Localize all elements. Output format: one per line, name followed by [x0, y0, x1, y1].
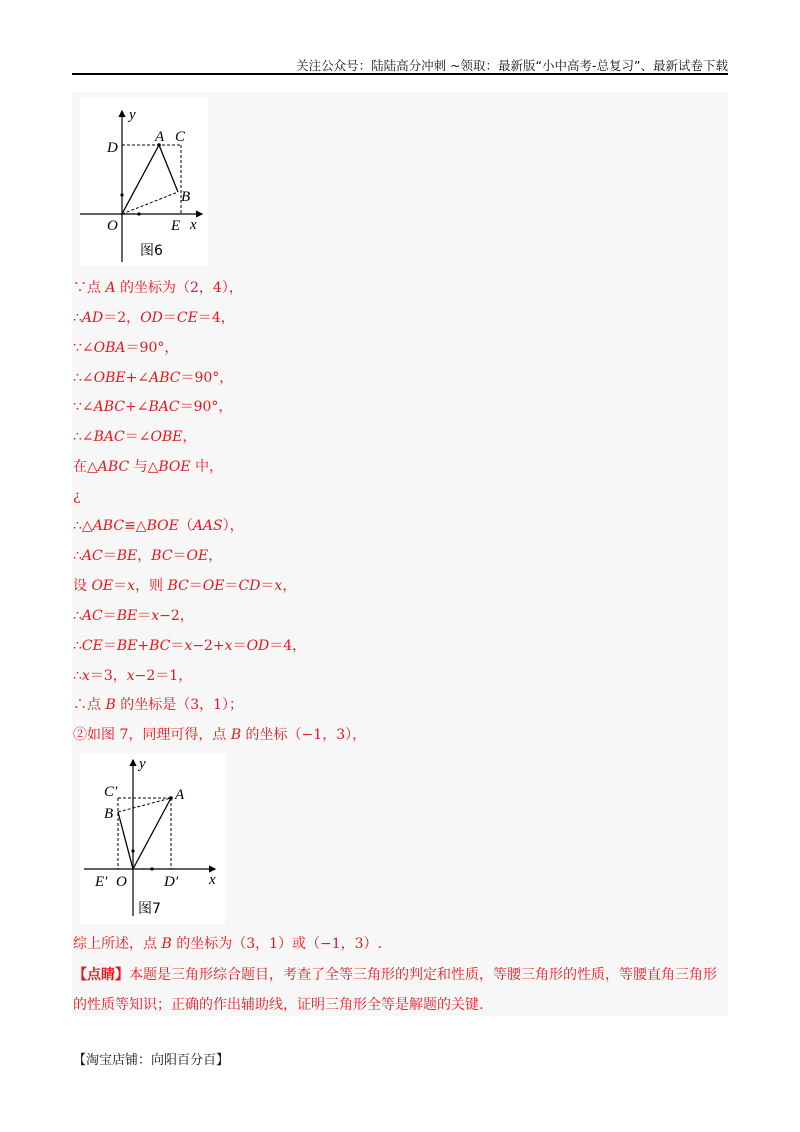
solution-line: ∴△ABC≌△BOE（AAS），: [73, 518, 244, 534]
point-on-x: [150, 867, 153, 870]
tip-tag: 【点睛】: [73, 967, 129, 983]
segment-oa: [122, 145, 159, 214]
label-d-prime: D′: [164, 874, 179, 890]
label-x: x: [190, 217, 197, 233]
label-a: A: [155, 129, 165, 145]
label-d: D: [107, 140, 118, 156]
solution-line: ②如图 7，同理可得，点 B 的坐标（−1，3），: [73, 727, 367, 743]
figure-7-diagram: [80, 754, 225, 924]
tip-paragraph: [73, 960, 728, 1020]
label-b: B: [181, 189, 191, 205]
solution-line: 设 OE＝x，则 BC＝OE＝CD＝x，: [73, 578, 297, 594]
figure-7: [80, 754, 225, 924]
label-y: y: [139, 756, 146, 772]
label-c-prime: C′: [104, 784, 118, 800]
solution-line: 在△ABC 与△BOE 中，: [73, 459, 224, 475]
point-on-y: [131, 849, 134, 852]
segment-oa: [133, 798, 171, 869]
solution-line: ∴AC＝BE＝x−2，: [73, 608, 194, 624]
figure-7-caption: 图7: [138, 901, 161, 917]
header-rule: [72, 73, 728, 75]
label-y: y: [129, 107, 136, 123]
label-a: A: [175, 787, 185, 803]
page-header: 关注公众号：陆陆高分冲刺 ~领取：最新版“小中高考-总复习”、最新试卷下载: [296, 58, 728, 73]
tip-text: 本题是三角形综合题目，考查了全等三角形的判定和性质，等腰三角形的性质，等腰直角三角形的性质等知识；正确的作出辅助线，证明三角形全等是解题的关键.: [73, 967, 717, 1013]
solution-line: ∴AC＝BE，BC＝OE，: [73, 548, 223, 564]
segment-ab: [159, 145, 178, 192]
figure-6-caption: 图6: [140, 243, 163, 259]
label-o: O: [116, 874, 127, 890]
segment-bo: [118, 812, 133, 869]
label-o: O: [107, 218, 118, 234]
figure-6-diagram: [80, 97, 208, 265]
solution-line: ∵∠ABC+∠BAC＝90°，: [73, 399, 233, 415]
label-e: E: [171, 218, 181, 234]
solution-line: ∴∠BAC＝∠OBE，: [73, 429, 197, 445]
solution-line: ∴点 B 的坐标是（3，1）；: [73, 697, 244, 713]
label-e-prime: E′: [95, 874, 108, 890]
label-c: C: [175, 129, 186, 145]
point-on-x: [137, 212, 140, 215]
solution-line: ¿: [73, 488, 81, 504]
label-b: B: [104, 806, 114, 822]
solution-line: ∵∠OBA＝90°，: [73, 340, 179, 356]
solution-line: ∵点 A 的坐标为（2，4），: [73, 280, 243, 296]
point-a: [169, 796, 173, 800]
solution-line: ∴AD＝2，OD＝CE＝4，: [73, 310, 235, 326]
label-x: x: [209, 872, 216, 888]
segment-ob: [122, 192, 178, 214]
conclusion-line: 综上所述，点 B 的坐标为（3，1）或（−1，3）.: [73, 936, 383, 952]
solution-line: ∴∠OBE+∠ABC＝90°，: [73, 370, 234, 386]
page-footer: 【淘宝店铺：向阳百分百】: [73, 1053, 230, 1068]
figure-6: [80, 97, 208, 265]
solution-line: ∴CE＝BE+BC＝x−2+x＝OD＝4，: [73, 638, 307, 654]
point-on-y: [120, 193, 123, 196]
segment-ba: [118, 798, 171, 812]
solution-line: ∴x＝3，x−2＝1，: [73, 668, 193, 684]
